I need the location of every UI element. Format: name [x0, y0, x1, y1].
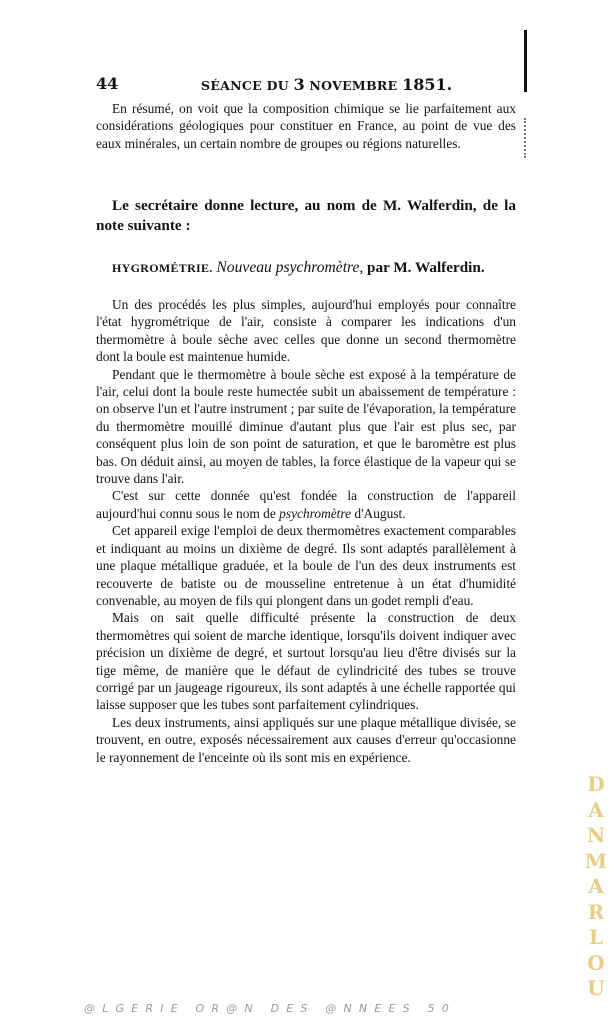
- session-day: 3: [293, 75, 305, 94]
- heading-rubric: HYGROMÉTRIE.: [112, 261, 213, 275]
- announcement-paragraph: Le secrétaire donne lecture, au nom de M. Walferdin, de la note suivante :: [96, 197, 516, 234]
- session-label: SÉANCE DU: [201, 78, 289, 93]
- body-paragraph-3: [96, 487, 516, 522]
- side-watermark: DANMARLOU: [584, 772, 608, 1000]
- body-paragraph-2: Pendant que le thermomètre à boule sèche est exposé à la température de l'air, celui dont la boule reste humectée subit un abaissement de température : on observe l'un et l'autre instrument ; par suite de l'évaporation, la température du thermomètre mouillé diminue d'autant plus que l'air est plus sec, par conséquent plus loin de son point de saturation, et que le baromètre est plus bas. On déduit ainsi, au moyen de tables, la force élastique de la vapeur qui se trouve dans l'air.: [96, 366, 516, 487]
- page-edge-line: [524, 30, 527, 92]
- section-heading: [112, 258, 522, 278]
- running-head: [96, 74, 516, 96]
- p3-text-before: C'est sur cette donnée qu'est fondée la construction de l'appareil aujourd'hui connu sous le nom de: [96, 488, 516, 521]
- p3-term: psychromètre: [279, 505, 352, 521]
- page-number: 44: [96, 74, 119, 93]
- body-paragraph-4: Cet appareil exige l'emploi de deux thermomètres exactement comparables et indiquant au moins un dixième de degré. Ils sont adaptés parallèlement à une plaque métallique graduée, et la boule de l'un des deux instruments est recouverte de batiste ou de mousseline entretenue à un état d'humidité convenable, au moyen de fils qui plongent dans un godet rempli d'eau.: [96, 523, 516, 608]
- session-date: [201, 75, 452, 94]
- heading-work-title: Nouveau psychromètre: [216, 259, 360, 276]
- page-edge-dots: [524, 118, 528, 158]
- heading-author: par M. Walferdin.: [367, 259, 485, 276]
- p3-text-after: d'August.: [351, 505, 406, 521]
- body-paragraph-6: Les deux instruments, ainsi appliqués sur une plaque métallique divisée, se trouvent, en outre, exposés nécessairement aux causes d'erreur qu'occasionne le rayonnement de l'enceinte où ils sont mis en expérience.: [96, 714, 516, 765]
- heading-separator: ,: [359, 259, 364, 276]
- footer-watermark: @LGERIE OR@N DES @NNEES 50: [84, 1002, 456, 1015]
- intro-paragraph: En résumé, on voit que la composition chimique se lie parfaitement aux considérations géologiques pour constituer en France, au point de vue des eaux minérales, un certain nombre de groupes ou régions naturelles.: [96, 101, 516, 151]
- session-month: NOVEMBRE: [309, 78, 398, 93]
- body-paragraph-1: Un des procédés les plus simples, aujourd'hui employés pour connaître l'état hygrométrique de l'air, consiste à comparer les indications d'un thermomètre à boule sèche avec celles que donne un second thermomètre dont la boule est maintenue humide.: [96, 297, 516, 365]
- body-text: [0, 296, 610, 766]
- body-paragraph-5: Mais on sait quelle difficulté présente la construction de deux thermomètres qui soient de marche identique, lorsqu'ils doivent indiquer avec précision un dixième de degré, et surtout lorsqu'au lieu d'être divisés sur la tige même, de manière que le défaut de cylindricité des tubes se trouve corrigé par un jaugeage rigoureux, ils sont adaptés à une échelle rapportée qui laisse supposer que les tubes sont parfaitement cylindriques.: [96, 610, 516, 713]
- session-year: 1851.: [402, 75, 453, 94]
